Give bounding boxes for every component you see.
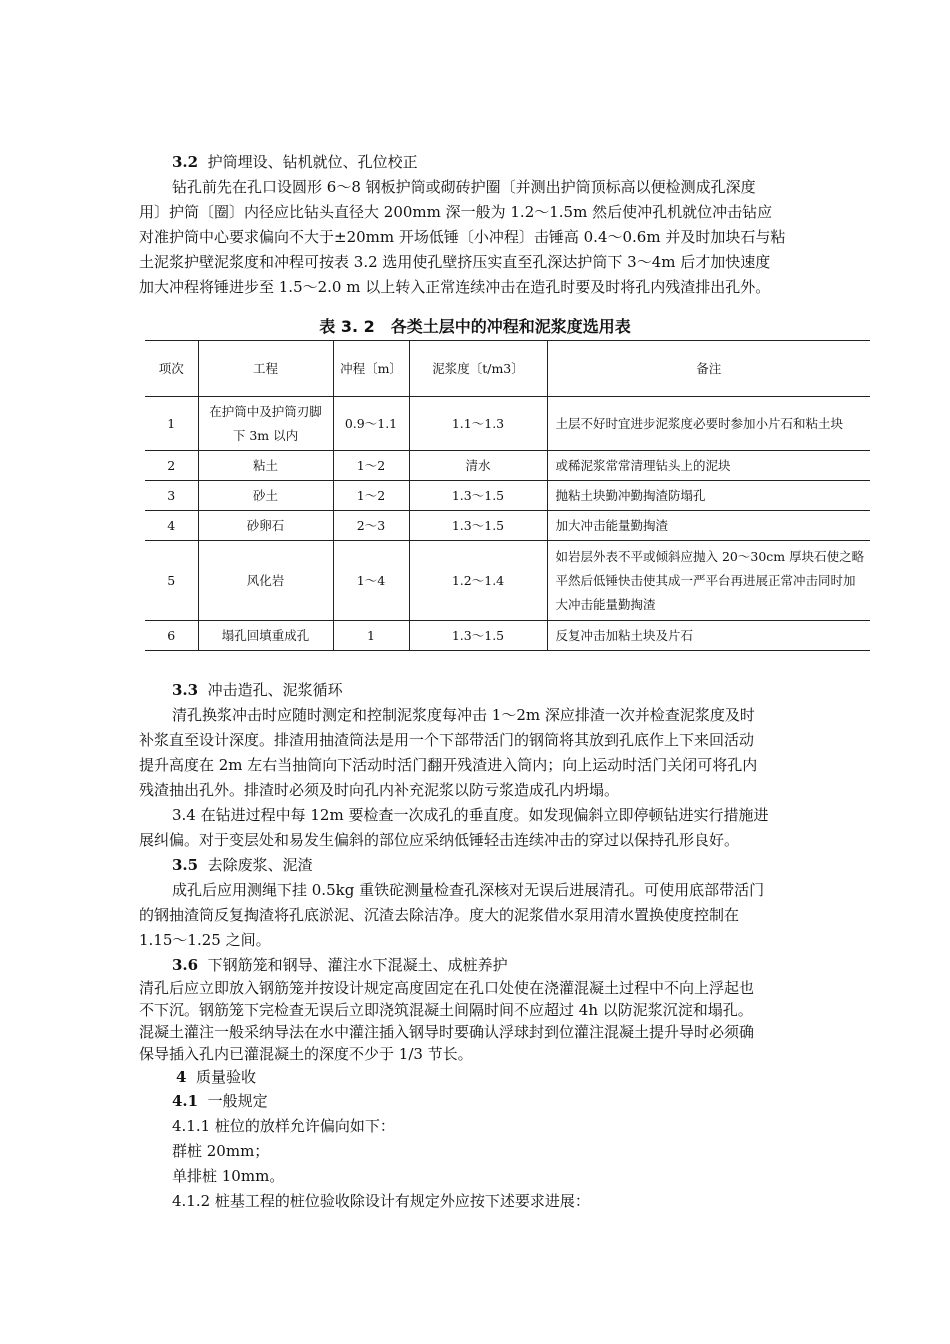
paragraph-line: 1.15～1.25 之间。 [139,931,271,949]
table-cell: 1.3～1.5 [409,481,547,511]
table-header-cell: 工程 [198,341,333,397]
table-cell: 2 [145,451,198,481]
stroke-mud-table [145,340,870,651]
paragraph-line: 的钢抽渣筒反复掏渣将孔底淤泥、沉渣去除洁净。度大的泥浆借水泵用清水置换使度控制在 [139,906,740,924]
table-cell: 3 [145,481,198,511]
paragraph-line: 保导插入孔内已灌混凝土的深度不少于 1/3 节长。 [139,1045,473,1063]
table-cell: 0.9～1.1 [333,397,409,451]
table-cell: 粘土 [198,451,333,481]
paragraph-line: 用〕护筒〔圈〕内径应比钻头直径大 200mm 深一般为 1.2～1.5m 然后使冲孔机就位冲击钻应 [139,203,773,221]
table-cell: 1 [145,397,198,451]
section-title: 一般规定 [207,1092,268,1110]
section-number: 3.6 [172,956,199,974]
table-cell: 如岩层外表不平或倾斜应抛入 20～30cm 厚块石使之略平然后低锤快击使其成一严平台再进展正常冲击同时加大冲击能量勤掏渣 [547,541,870,621]
table-cell: 塌孔回填重成孔 [198,621,333,651]
table-cell: 1 [333,621,409,651]
paragraph-line: 对准护筒中心要求偏向不大于±20mm 开场低锤〔小冲程〕击锤高 0.4～0.6m 并及时加块石与粘 [139,228,786,246]
table-row [145,397,870,451]
paragraph-line: 成孔后应用测绳下挂 0.5kg 重铁砣测量检查孔深核对无误后进展清孔。可使用底部带活门 [172,881,765,899]
paragraph-line: 展纠偏。对于变层处和易发生偏斜的部位应采纳低锤轻击连续冲击的穿过以保持孔形良好。 [139,831,740,849]
table-row [145,541,870,621]
table-cell: 6 [145,621,198,651]
table-row [145,451,870,481]
paragraph-line: 加大冲程将锤进步至 1.5～2.0 m 以上转入正常连续冲击在造孔时要及时将孔内残渣排出孔外。 [139,278,771,296]
table-cell: 加大冲击能量勤掏渣 [547,511,870,541]
table-cell: 清水 [409,451,547,481]
section-4-1-heading [172,1090,268,1112]
section-3-3-heading [172,679,343,701]
table-row [145,511,870,541]
paragraph-line: 不下沉。钢筋笼下完检查无误后立即浇筑混凝土间隔时间不应超过 4h 以防泥浆沉淀和塌孔。 [139,1001,753,1019]
section-title: 去除废浆、泥渣 [207,856,313,874]
paragraph-line: 提升高度在 2m 左右当抽筒向下活动时活门翻开残渣进入筒内；向上运动时活门关闭可将孔内 [139,756,758,774]
table-cell: 1～2 [333,451,409,481]
table-header-cell: 冲程〔m〕 [333,341,409,397]
paragraph-line: 土泥浆护壁泥浆度和冲程可按表 3.2 选用使孔壁挤压实直至孔深达护筒下 3～4m 后才加快速度 [139,253,771,271]
table-cell: 土层不好时宜进步泥浆度必要时参加小片石和粘土块 [547,397,870,451]
paragraph-line: 补浆直至设计深度。排渣用抽渣筒法是用一个下部带活门的钢筒将其放到孔底作上下来回活动 [139,731,755,749]
table-cell: 或稀泥浆常常清理钻头上的泥块 [547,451,870,481]
section-number: 3.2 [172,153,199,171]
section-title: 护筒埋设、钻机就位、孔位校正 [207,153,418,171]
table-cell: 反复冲击加粘土块及片石 [547,621,870,651]
table-cell: 1.3～1.5 [409,621,547,651]
table-cell: 2～3 [333,511,409,541]
table-cell: 砂卵石 [198,511,333,541]
table-caption: 表 3. 2 各类土层中的冲程和泥浆度选用表 [319,317,631,336]
section-number: 3.3 [172,681,199,699]
section-number: 4.1 [172,1092,199,1110]
table-cell: 4 [145,511,198,541]
paragraph-line: 单排桩 10mm。 [172,1167,285,1185]
table-header-cell: 备注 [547,341,870,397]
table-header-cell: 泥浆度〔t/m3〕 [409,341,547,397]
table-cell: 抛粘土块勤冲勤掏渣防塌孔 [547,481,870,511]
section-4-heading [176,1066,256,1088]
table-row [145,481,870,511]
section-title: 下钢筋笼和钢导、灌注水下混凝土、成桩养护 [207,956,508,974]
section-3-5-heading [172,854,313,876]
section-title: 质量验收 [195,1068,256,1086]
paragraph-line: 钻孔前先在孔口设圆形 6～8 钢板护筒或砌砖护圈〔并测出护筒顶标高以便检测成孔深度 [172,178,756,196]
paragraph-line: 3.4 在钻进过程中每 12m 要检查一次成孔的垂直度。如发现偏斜立即停顿钻进实行措施进 [172,806,769,824]
table-cell: 1～2 [333,481,409,511]
paragraph-line: 混凝土灌注一般采纳导法在水中灌注插入钢导时要确认浮球封到位灌注混凝土提升导时必须确 [139,1023,755,1041]
section-3-2-heading [172,151,418,173]
section-3-6-heading [172,954,508,976]
table-cell: 5 [145,541,198,621]
table-cell: 1.3～1.5 [409,511,547,541]
paragraph-line: 4.1.1 桩位的放样允许偏向如下： [172,1117,395,1135]
table-cell: 砂土 [198,481,333,511]
paragraph-line: 清孔换浆冲击时应随时测定和控制泥浆度每冲击 1～2m 深应排渣一次并检查泥浆度及时 [172,706,755,724]
table-cell: 1～4 [333,541,409,621]
table-cell: 1.2～1.4 [409,541,547,621]
paragraph-line: 4.1.2 桩基工程的桩位验收除设计有规定外应按下述要求进展： [172,1192,590,1210]
table-cell: 风化岩 [198,541,333,621]
table-cell: 在护筒中及护筒刃脚下 3m 以内 [198,397,333,451]
table-cell: 1.1～1.3 [409,397,547,451]
section-number: 4 [176,1068,187,1086]
paragraph-line: 残渣抽出孔外。排渣时必须及时向孔内补充泥浆以防亏浆造成孔内坍塌。 [139,781,620,799]
section-title: 冲击造孔、泥浆循环 [207,681,343,699]
paragraph-line: 清孔后应立即放入钢筋笼并按设计规定高度固定在孔口处使在浇灌混凝土过程中不向上浮起也 [139,979,755,997]
table-header-cell: 项次 [145,341,198,397]
section-number: 3.5 [172,856,199,874]
paragraph-line: 群桩 20mm； [172,1142,270,1160]
table-row [145,621,870,651]
